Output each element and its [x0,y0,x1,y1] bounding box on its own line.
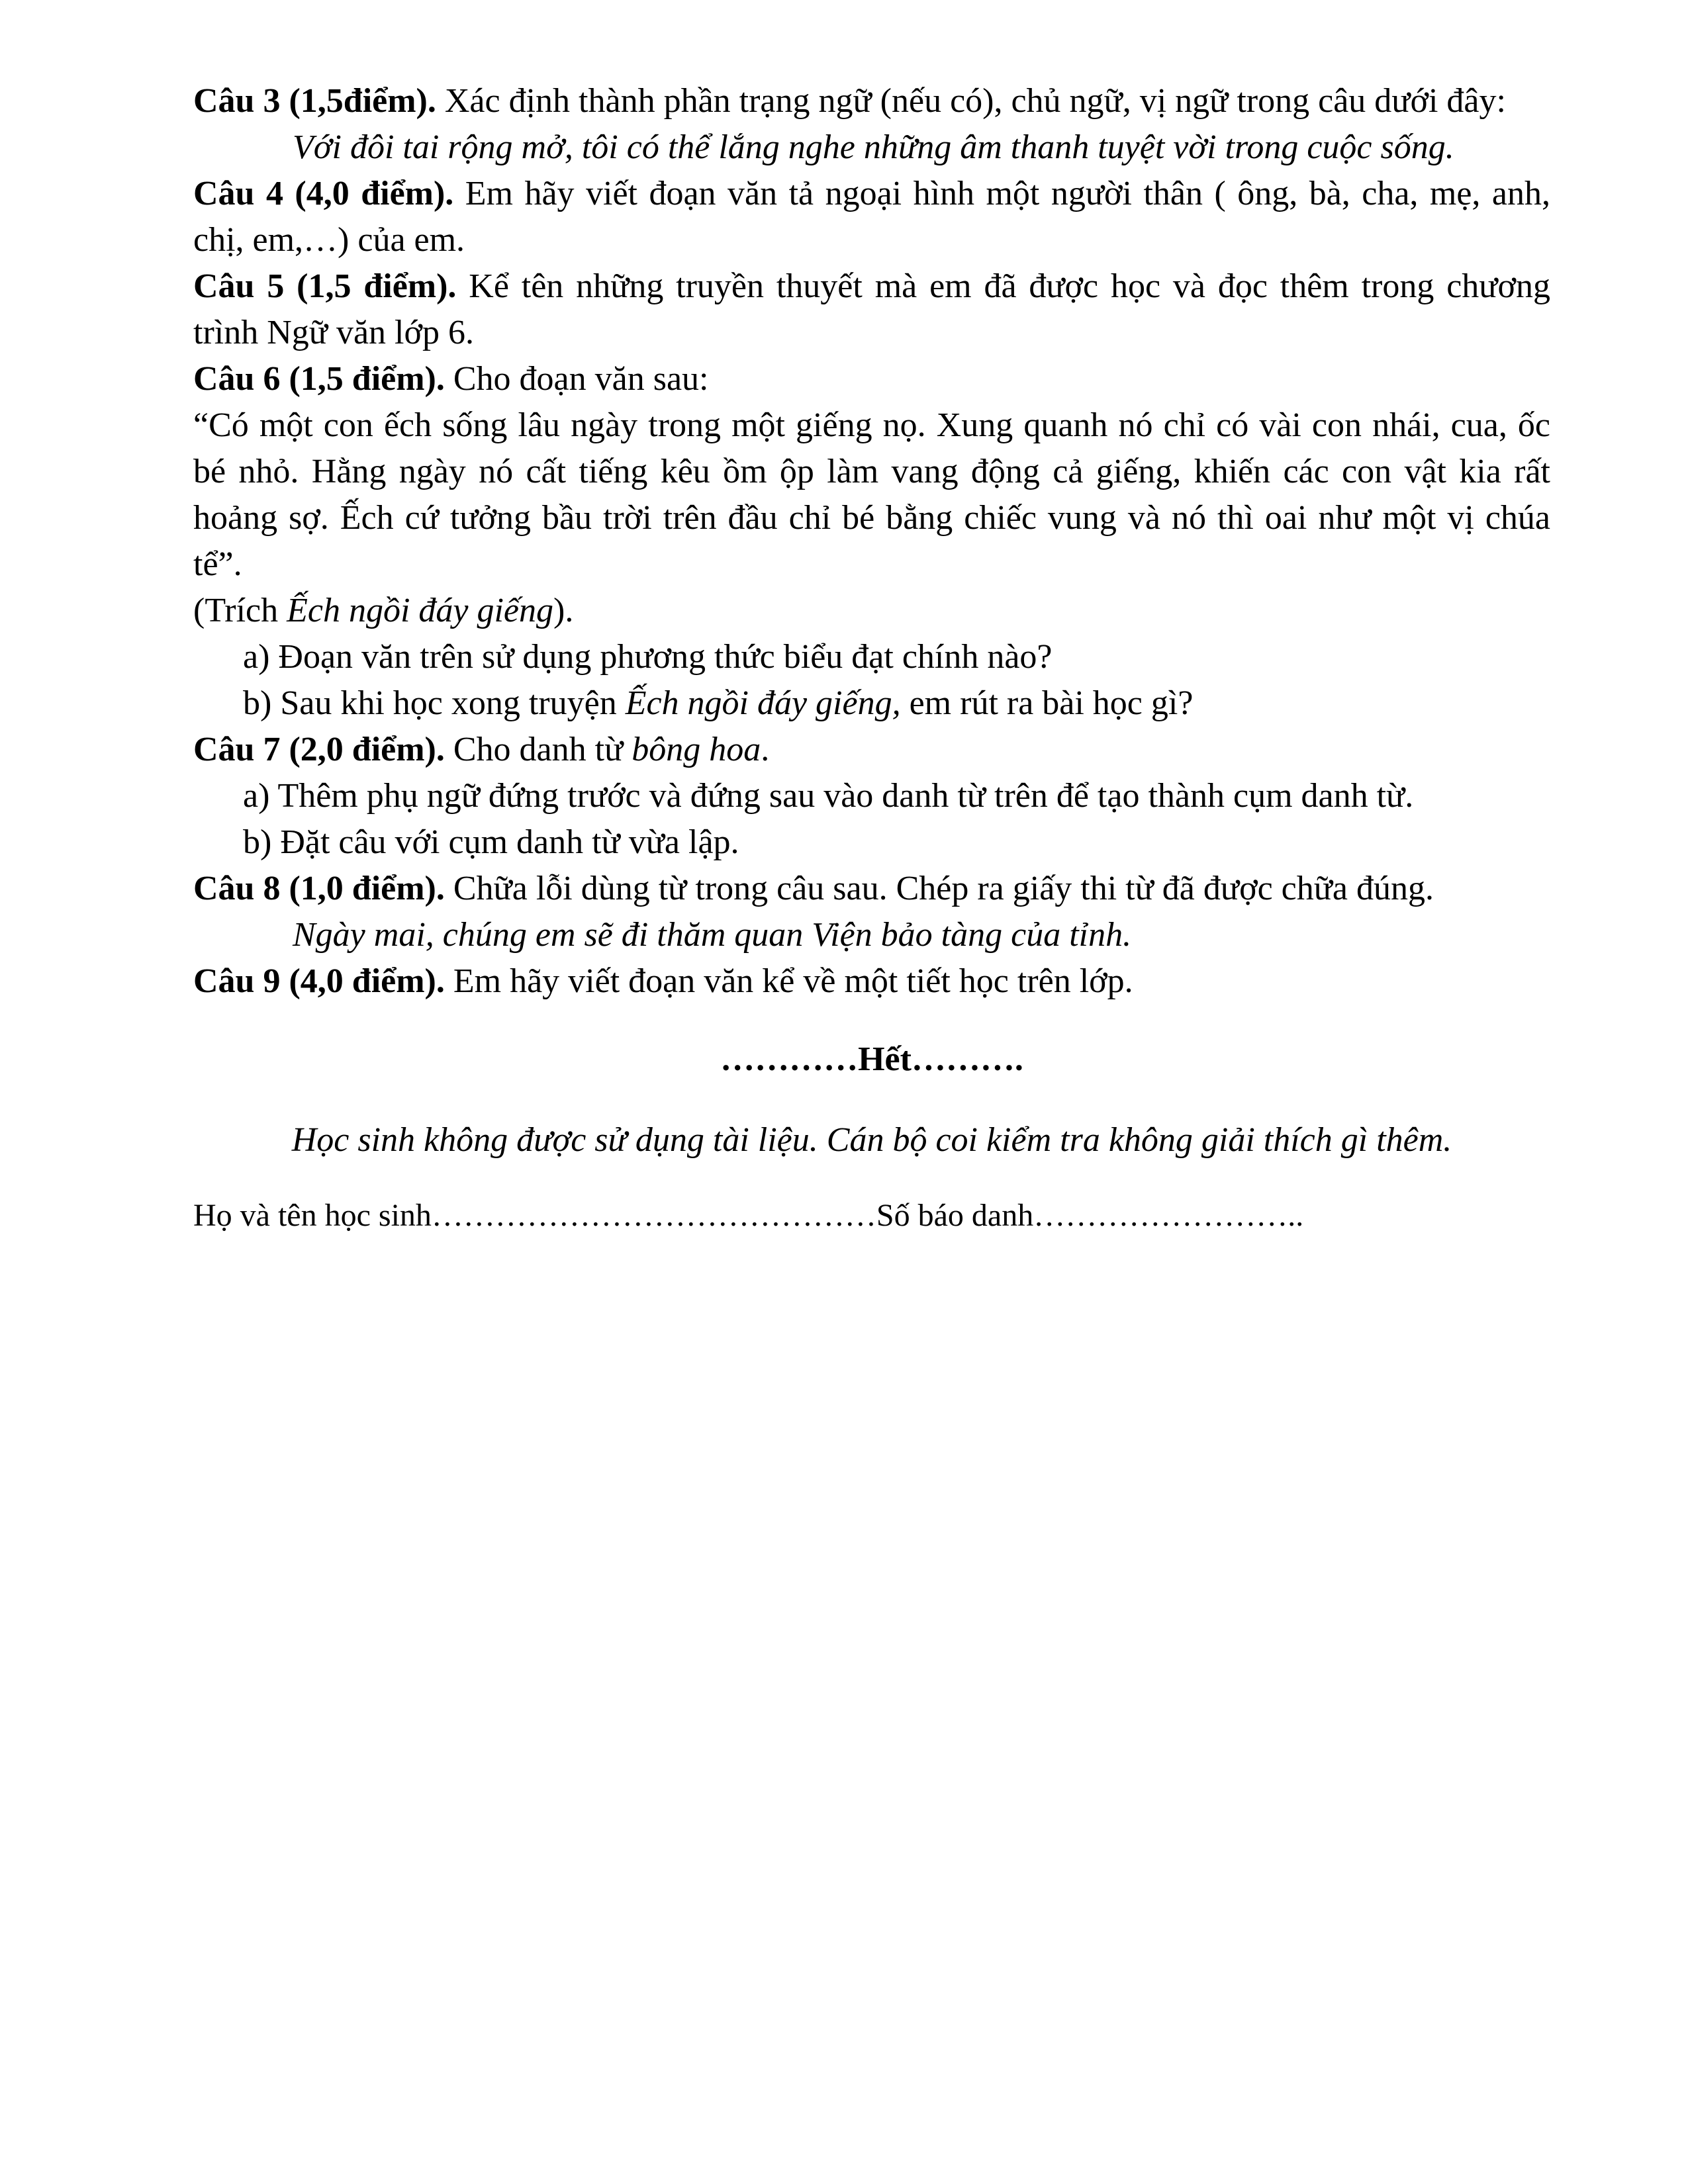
question-6 [193,356,1550,402]
question-8-label: Câu 8 (1,0 điểm). [193,870,445,907]
question-7-part-a: a) Thêm phụ ngữ đứng trước và đứng sau vào danh từ trên để tạo thành cụm danh từ. [243,777,1414,815]
exam-note: Học sinh không được sử dụng tài liệu. Cán bộ coi kiểm tra không giải thích gì thêm. [291,1121,1452,1159]
question-7-label: Câu 7 (2,0 điểm). [193,731,445,768]
question-9-text: Em hãy viết đoạn văn kể về một tiết học trên lớp. [444,962,1133,1000]
question-6-part-b [193,680,1550,727]
question-3-text: Xác định thành phần trạng ngữ (nếu có), chủ ngữ, vị ngữ trong câu dưới đây: [436,82,1506,120]
question-8-text: Chữa lỗi dùng từ trong câu sau. Chép ra giấy thi từ đã được chữa đúng. [444,870,1434,907]
question-5 [193,263,1550,356]
question-7-part-b: b) Đặt câu với cụm danh từ vừa lập. [243,823,739,861]
question-3 [193,78,1550,124]
question-6-text: Cho đoạn văn sau: [444,360,709,398]
part-b-suffix: em rút ra bài học gì? [900,684,1194,722]
citation-title: Ếch ngồi đáy giếng [287,592,554,629]
question-5-text: Kể tên những truyền thuyết mà em đã được học và đọc thêm trong chương trình Ngữ văn lớp 6. [193,267,1550,351]
question-9 [193,958,1550,1005]
question-5-label: Câu 5 (1,5 điểm). [193,267,457,305]
student-info-line: Họ và tên học sinh……………………………………Số báo danh…………………….. [193,1198,1304,1233]
exam-page [193,78,1550,1271]
question-6-part-a: a) Đoạn văn trên sử dụng phương thức biểu đạt chính nào? [243,638,1053,676]
question-6-passage: “Có một con ếch sống lâu ngày trong một giếng nọ. Xung quanh nó chỉ có vài con nhái, cua, ốc bé nhỏ. Hằng ngày nó cất tiếng kêu ồm ộp làm vang động cả giếng, khiến các con vật kia rất hoảng sợ. Ếch cứ tưởng bầu trời trên đầu chỉ bé bằng chiếc vung và nó thì oai như một vị chúa tể”. [193,406,1550,583]
question-7-text: Cho danh từ [444,731,632,768]
question-7-noun: bông hoa [632,731,761,768]
question-8 [193,866,1550,912]
end-mark: …………Hết………. [720,1040,1023,1078]
question-9-label: Câu 9 (4,0 điểm). [193,962,445,1000]
part-b-prefix: b) Sau khi học xong truyện [243,684,626,722]
citation-prefix: (Trích [193,592,287,629]
citation-suffix: ). [553,592,574,629]
question-3-label: Câu 3 (1,5điểm). [193,82,436,120]
question-7 [193,727,1550,773]
question-6-label: Câu 6 (1,5 điểm). [193,360,445,398]
question-6-citation [193,588,1550,634]
question-4-text: Em hãy viết đoạn văn tả ngoại hình một người thân ( ông, bà, cha, mẹ, anh, chị, em,…) của em. [193,175,1550,259]
question-8-example: Ngày mai, chúng em sẽ đi thăm quan Viện bảo tàng của tỉnh. [293,916,1132,954]
question-4 [193,171,1550,263]
question-4-label: Câu 4 (4,0 điểm). [193,175,454,212]
question-7-end: . [761,731,770,768]
part-b-title: Ếch ngồi đáy giếng, [625,684,901,722]
question-3-example: Với đôi tai rộng mở, tôi có thể lắng nghe những âm thanh tuyệt vời trong cuộc sống. [293,128,1454,166]
